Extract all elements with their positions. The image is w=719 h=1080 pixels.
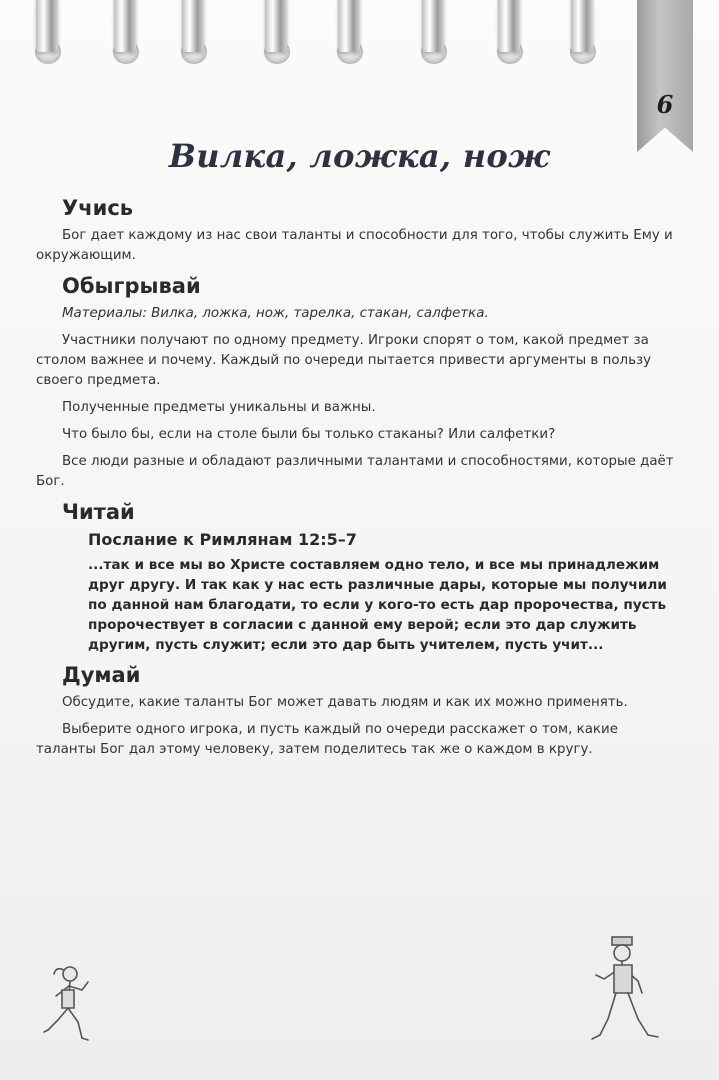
paragraph: Обсудите, какие таланты Бог может давать людям и как их можно применять. <box>62 695 628 710</box>
page-title: Вилка, ложка, нож <box>168 137 551 175</box>
binding-ring <box>182 0 204 52</box>
binding-ring <box>36 0 58 52</box>
materials-line: Материалы: Вилка, ложка, нож, тарелка, стакан, салфетка. <box>62 306 489 321</box>
binding-ring <box>571 0 593 52</box>
running-girl-illustration <box>38 960 98 1055</box>
section-heading: Учись <box>62 196 134 220</box>
section-read <box>36 500 676 655</box>
page-content <box>36 196 676 768</box>
binding-ring <box>114 0 136 52</box>
section-heading: Читай <box>62 500 135 524</box>
binding-ring <box>422 0 444 52</box>
section-heading: Обыгрывай <box>62 274 201 298</box>
section-heading: Думай <box>62 663 141 687</box>
section-think <box>36 663 676 760</box>
paragraph: Что было бы, если на столе были бы только стаканы? Или салфетки? <box>62 427 556 442</box>
scripture-quote: ...так и все мы во Христе составляем одно тело, и все мы принадлежим друг другу. И так как у нас есть различные дары, которые мы получили по данной нам благодати, то если у кого-то есть дар пророчества, пусть пророчествует в согласии с данной ему верой; если это дар служить другим, пусть служит; если это дар быть учителем, пусть учит... <box>88 557 667 653</box>
paragraph: Выберите одного игрока, и пусть каждый по очереди расскажет о том, какие таланты Бог дал этому человеку, затем поделитесь так же о каждом в кругу. <box>36 722 618 757</box>
paragraph: Участники получают по одному предмету. Игроки спорят о том, какой предмет за столом важнее и почему. Каждый по очереди пытается привести аргументы в пользу своего предмета. <box>36 333 652 388</box>
boy-walking-illustration <box>586 935 666 1050</box>
page-number: 6 <box>656 90 674 119</box>
scripture-reference: Послание к Римлянам 12:5–7 <box>88 530 357 549</box>
section-play <box>36 274 676 492</box>
page-ribbon-marker <box>637 0 693 152</box>
spiral-binding <box>0 0 719 70</box>
binding-ring <box>265 0 287 52</box>
binding-ring <box>498 0 520 52</box>
binding-ring <box>338 0 360 52</box>
paragraph: Все люди разные и обладают различными талантами и способностями, которые даёт Бог. <box>36 454 674 489</box>
paragraph: Бог дает каждому из нас свои таланты и способности для того, чтобы служить Ему и окружающим. <box>36 228 673 263</box>
section-learn <box>36 196 676 266</box>
paragraph: Полученные предметы уникальны и важны. <box>62 400 376 415</box>
